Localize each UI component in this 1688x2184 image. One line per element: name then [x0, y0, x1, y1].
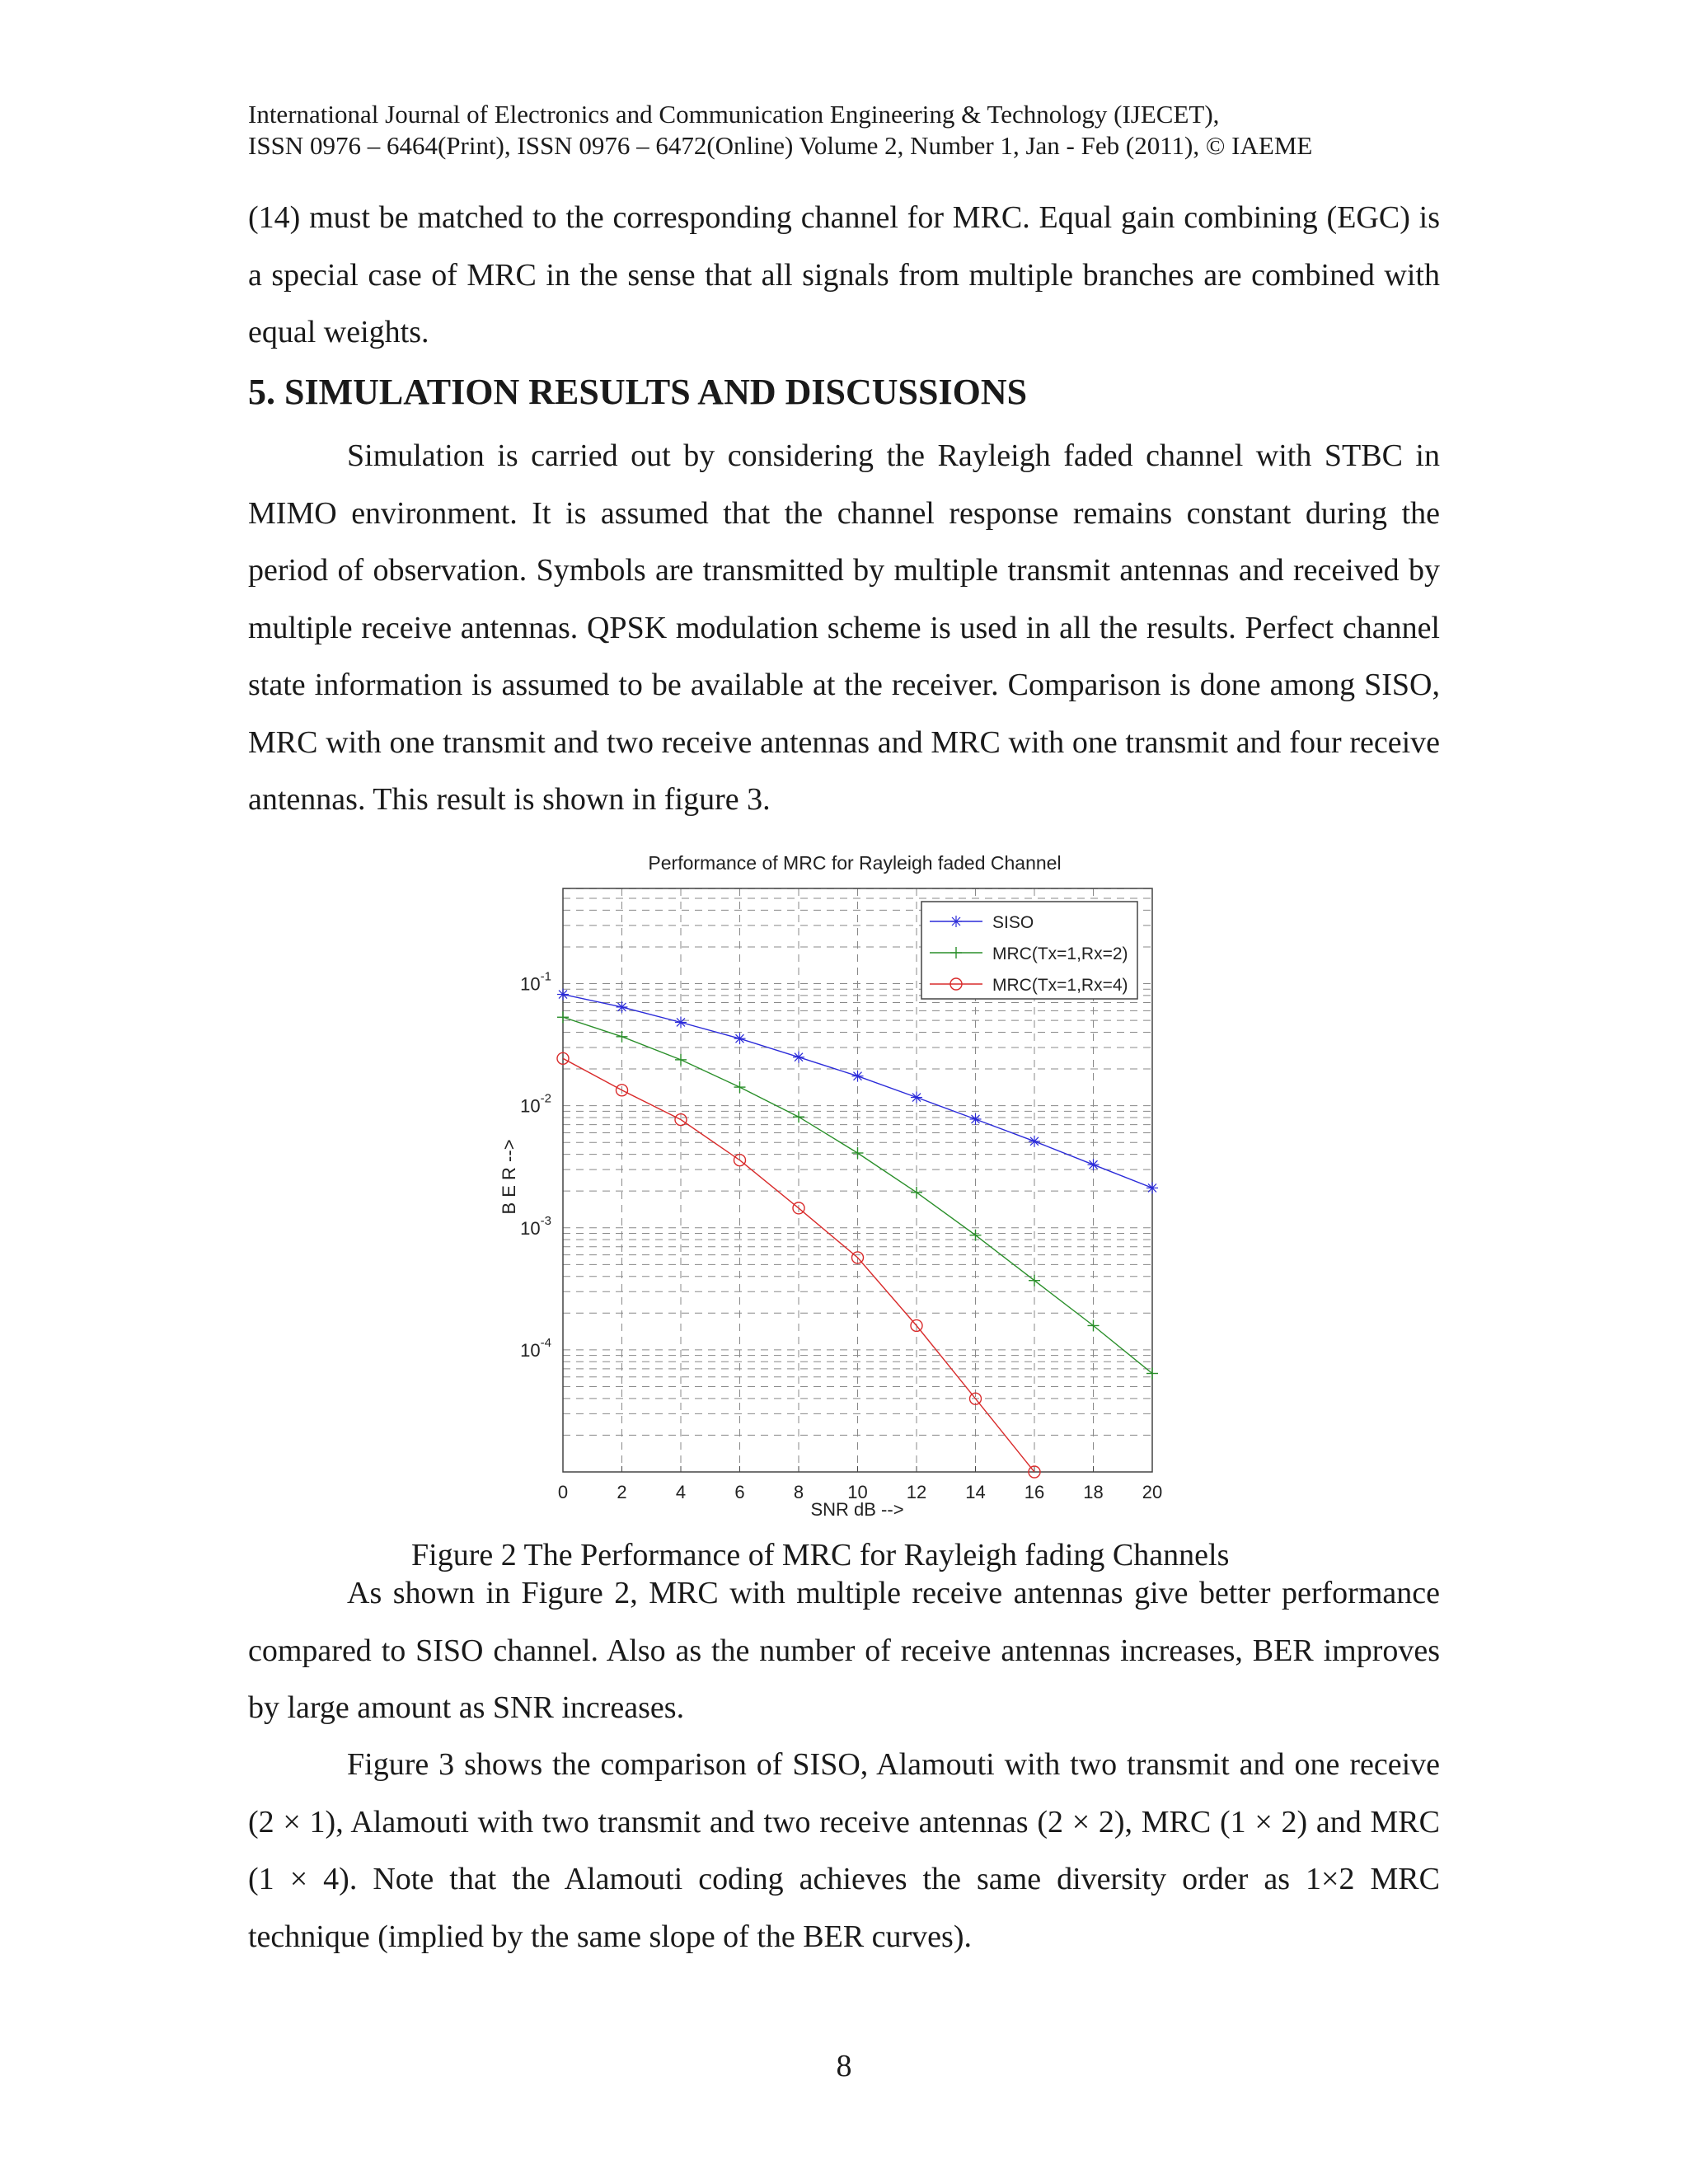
data-point-siso	[911, 1092, 922, 1104]
data-point-siso	[617, 1001, 628, 1013]
legend-label: SISO	[992, 913, 1034, 932]
data-point-siso	[970, 1113, 982, 1125]
journal-header	[248, 99, 1443, 162]
legend-marker-siso	[950, 916, 962, 927]
y-tick-label: $10^{-3}$	[520, 1213, 551, 1239]
page-number: 8	[836, 2049, 852, 2083]
journal-header-line1: International Journal of Electronics and Communication Engineering & Technology (IJECET),	[248, 100, 1220, 129]
data-point-siso	[675, 1016, 687, 1028]
x-tick-label: 16	[1024, 1482, 1045, 1502]
data-point-mrc2	[1146, 1367, 1158, 1379]
x-tick-label: 4	[675, 1482, 687, 1502]
paragraph-mrc-egc: (14) must be matched to the corresponding channel for MRC. Equal gain combining (EGC) is a special case of MRC in the sense that all signals from multiple branches are combined with equal weights.	[248, 200, 1440, 349]
data-point-mrc2	[734, 1081, 746, 1093]
y-axis-label: B E R -->	[499, 1139, 519, 1215]
data-point-siso	[557, 989, 569, 1001]
data-point-mrc2	[911, 1187, 922, 1198]
x-tick-label: 12	[906, 1482, 927, 1502]
data-point-siso	[793, 1052, 804, 1063]
journal-header-line2: ISSN 0976 – 6464(Print), ISSN 0976 – 6472(Online) Volume 2, Number 1, Jan - Feb (2011), © IAEME	[248, 131, 1313, 160]
data-point-siso	[1146, 1182, 1158, 1193]
y-tick-label: $10^{-2}$	[520, 1091, 551, 1117]
legend-label: MRC(Tx=1,Rx=4)	[992, 976, 1128, 995]
data-point-siso	[734, 1033, 746, 1044]
section-title: 5. SIMULATION RESULTS AND DISCUSSIONS	[248, 372, 1028, 412]
data-point-mrc2	[675, 1054, 687, 1066]
x-tick-label: 14	[965, 1482, 986, 1502]
paragraph-simulation: Simulation is carried out by considering the Rayleigh faded channel with STBC in MIMO environment. It is assumed that the channel response remains constant during the period of observation. Symbols are transmitted by multiple transmit antennas and received by multiple receive antennas. QPSK modulation scheme is used in all the results. Perfect channel state information is assumed to be available at the receiver. Comparison is done among SISO, MRC with one transmit and two receive antennas and MRC with one transmit and four receive antennas. This result is shown in figure 3.	[248, 438, 1440, 817]
x-axis-label: SNR dB -->	[810, 1499, 904, 1520]
paragraph-results: As shown in Figure 2, MRC with multiple receive antennas give better performance compared to SISO channel. Also as the number of receive antennas increases, BER improves by large amount as SNR increases.	[248, 1576, 1440, 1725]
data-point-mrc2	[970, 1230, 982, 1241]
data-point-mrc2	[852, 1147, 864, 1159]
x-tick-label: 8	[793, 1482, 804, 1502]
data-point-siso	[1029, 1136, 1040, 1147]
x-tick-label: 6	[734, 1482, 745, 1502]
data-point-siso	[1088, 1159, 1100, 1170]
x-tick-label: 10	[847, 1482, 868, 1502]
x-tick-label: 20	[1142, 1482, 1163, 1502]
y-tick-label: $10^{-4}$	[520, 1335, 551, 1361]
chart-title: Performance of MRC for Rayleigh faded Channel	[648, 852, 1062, 874]
y-tick-label: $10^{-1}$	[520, 969, 551, 995]
ber-chart	[478, 839, 1203, 1523]
figure-caption: Figure 2 The Performance of MRC for Rayleigh fading Channels	[411, 1538, 1230, 1572]
x-tick-label: 2	[617, 1482, 627, 1502]
y-axis-ticks	[520, 970, 551, 1361]
data-point-siso	[852, 1071, 864, 1082]
chart-legend	[921, 902, 1137, 999]
paragraph-figure3: Figure 3 shows the comparison of SISO, Alamouti with two transmit and one receive (2 × 1), Alamouti with two transmit and two receive antennas (2 × 2), MRC (1 × 2) and MRC (1 × 4). Note that the Alamouti coding achieves the same diversity order as 1×2 MRC technique (implied by the same slope of the BER curves).	[248, 1747, 1440, 1954]
data-point-mrc2	[557, 1011, 569, 1023]
x-tick-label: 18	[1083, 1482, 1104, 1502]
data-point-mrc2	[793, 1111, 804, 1122]
x-tick-label: 0	[557, 1482, 569, 1502]
legend-label: MRC(Tx=1,Rx=2)	[992, 944, 1128, 963]
